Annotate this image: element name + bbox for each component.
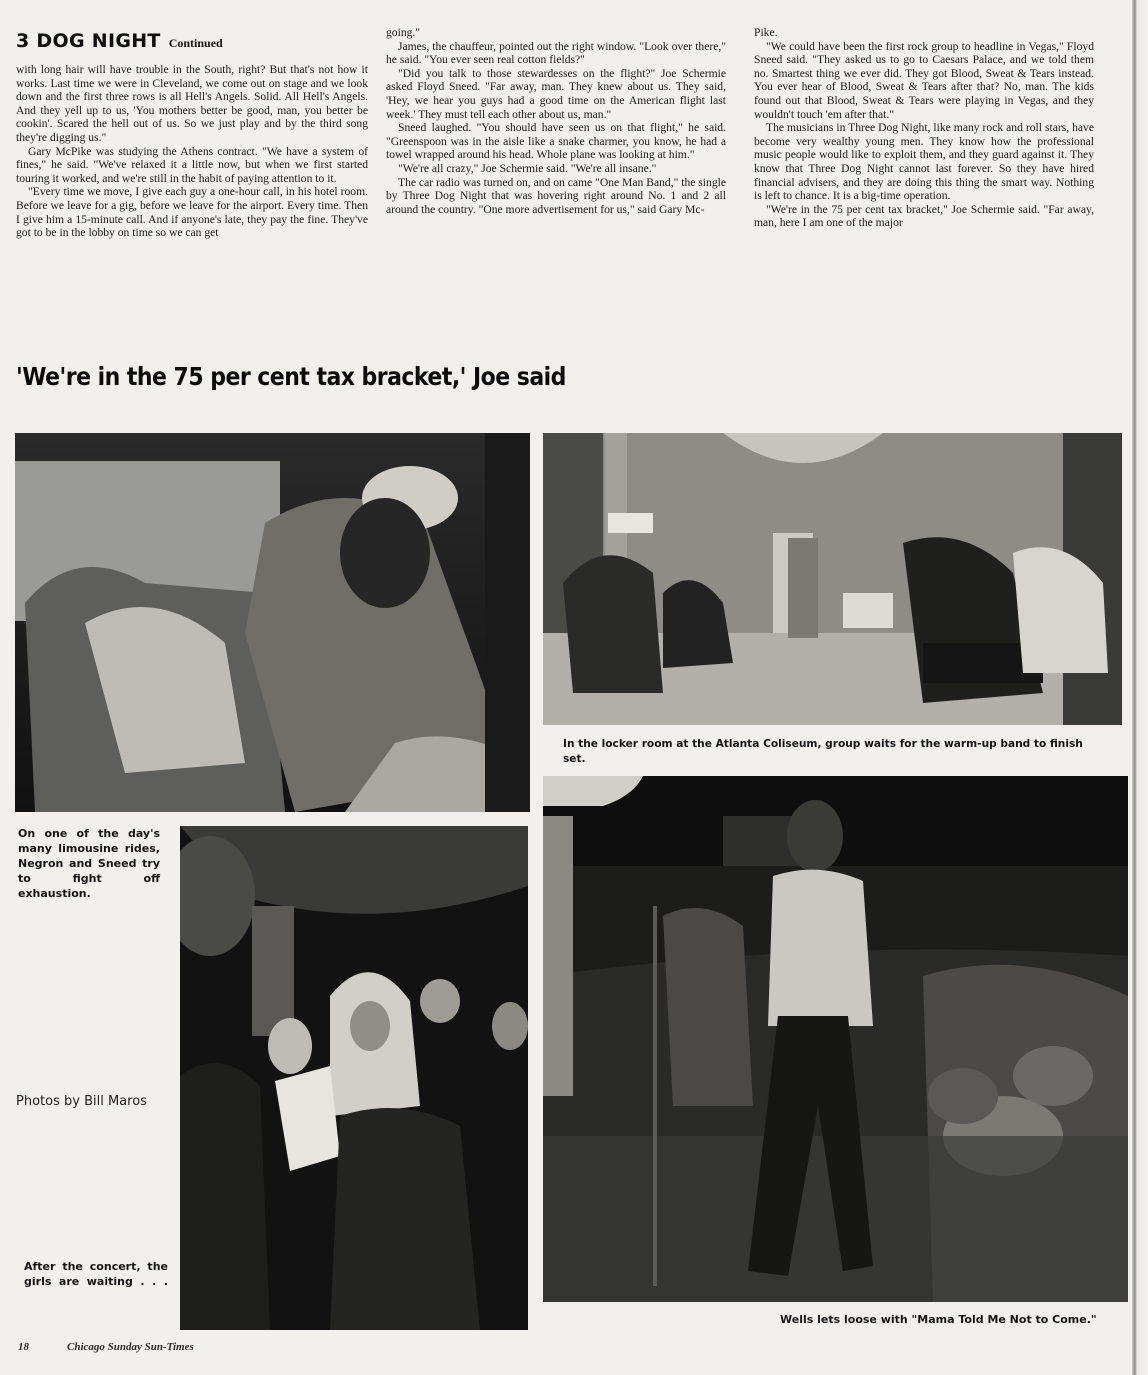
page-footer xyxy=(18,1341,194,1353)
article-column-1 xyxy=(16,63,368,240)
paragraph: "We're all crazy," Joe Schermie said. "We're all insane." xyxy=(398,161,657,175)
article-column-2 xyxy=(386,26,726,216)
photo-credit: Photos by Bill Maros xyxy=(16,1094,147,1109)
paragraph: The musicians in Three Dog Night, like many rock and roll stars, have become very wealthy young men. They know how the professional music people would like to exploit them, and they guard against it. They know that Three Dog Night cannot last forever. So they have hired financial advisers, and they are doing this thing the smart way. Nothing is left to chance. It is a big-time operation. xyxy=(754,121,1094,203)
kicker-continued: Continued xyxy=(168,36,223,50)
photo-locker-room xyxy=(543,433,1122,725)
article-column-3 xyxy=(754,26,1094,230)
photo-limousine xyxy=(15,433,530,812)
paragraph: "Did you talk to those stewardesses on the flight?" Joe Schermie asked Floyd Sneed. "Far away, man. They knew about us. They said, 'Hey, we hear you guys had a good time on the American flight last week.' They must tell each other about us, man." xyxy=(386,66,726,121)
paragraph: Pike. xyxy=(754,26,778,39)
headline: 'We're in the 75 per cent tax bracket,' Joe said xyxy=(16,362,566,391)
caption-locker-room: In the locker room at the Atlanta Coliseum, group waits for the warm-up band to finish set. xyxy=(563,738,1083,765)
page-fold-edge xyxy=(1132,0,1148,1375)
paragraph: Gary McPike was studying the Athens contract. "We have a system of fines," he said. "We've relaxed it a little now, but when we first started touring it worked, and we're still in the habit of paying attention to it. xyxy=(16,144,368,185)
paragraph: with long hair will have trouble in the South, right? But that's not how it works. Last time we were in Cleveland, we come out on stage and we look down and the first three rows is all Hell's Angels. Solid. All Hell's Angels. And they yell up to us, 'You mothers better be good, man, you better be cookin'. Scared the hell out of us. So we just play and by the third song they're digging us." xyxy=(16,63,368,144)
photo-stage-performance xyxy=(543,776,1128,1302)
caption-stage: Wells lets loose with "Mama Told Me Not to Come." xyxy=(780,1313,1097,1326)
paragraph: "We could have been the first rock group to headline in Vegas," Floyd Sneed said. "They asked us to go to Caesars Palace, and we told them no. Smartest thing we ever did. They got Blood, Sweat & Tears instead. You ever hear of Blood, Sweat & Tears after that? No, man. The kids found out that Blood, Sweat & Tears were playing in Vegas, and they wouldn't touch 'em after that." xyxy=(754,39,1094,121)
paragraph: Sneed laughed. "You should have seen us on that flight," he said. "Greenspoon was in the aisle like a snake charmer, you know, he had a towel wrapped around his head. Whole plane was looking at him." xyxy=(386,121,726,162)
caption-limousine: On one of the day's many limousine rides, Negron and Sneed try to fight off exhaustion. xyxy=(18,827,160,900)
paragraph: James, the chauffeur, pointed out the right window. "Look over there," he said. "You ever seen real cotton fields?" xyxy=(386,39,726,67)
paragraph: going." xyxy=(386,26,421,39)
photo-girls-waiting xyxy=(180,826,528,1330)
section-kicker xyxy=(16,30,223,52)
caption-girls-waiting: After the concert, the girls are waiting . . . xyxy=(24,1260,168,1288)
paragraph: "We're in the 75 per cent tax bracket," Joe Schermie said. "Far away, man, here I am one of the major xyxy=(754,202,1094,230)
paragraph: "Every time we move, I give each guy a one-hour call, in his hotel room. Before we leave for a gig, before we leave for the airport. Every time. Then I give him a 15-minute call. And if anyone's late, they pay the fine. They've got to be in the lobby on time so we can get xyxy=(16,185,368,240)
page-number: 18 xyxy=(18,1341,29,1353)
kicker-title: 3 DOG NIGHT xyxy=(16,30,161,52)
publication-name: Chicago Sunday Sun-Times xyxy=(67,1341,194,1353)
paragraph: The car radio was turned on, and on came "One Man Band," the single by Three Dog Night that was hovering right around No. 1 and 2 all around the country. "One more advertisement for us," said Gary Mc- xyxy=(386,175,726,216)
